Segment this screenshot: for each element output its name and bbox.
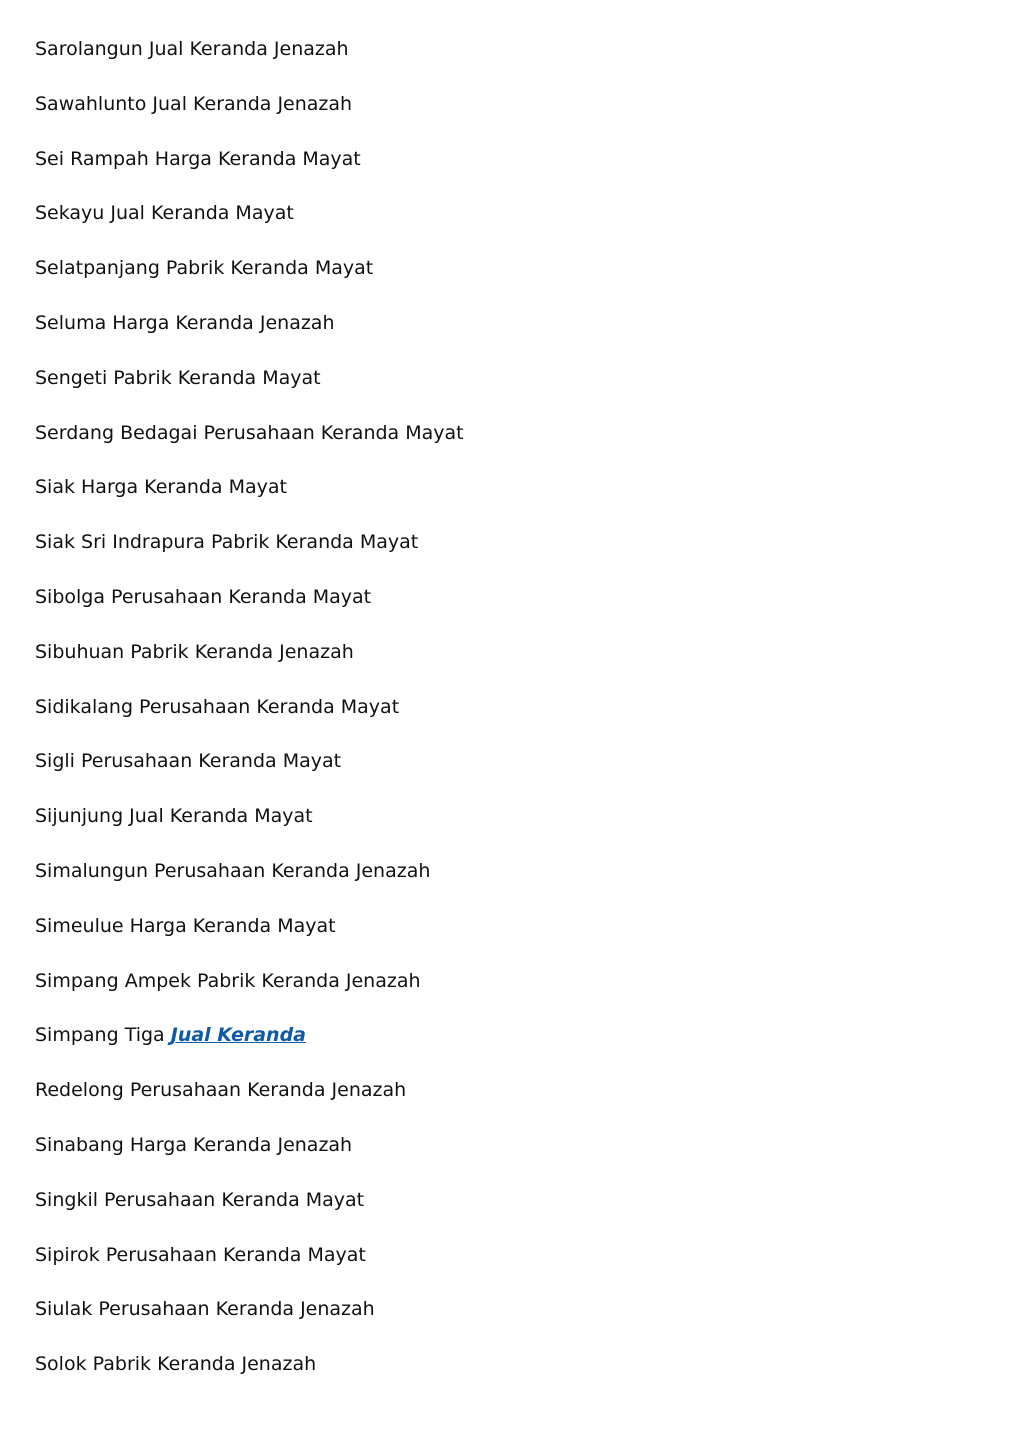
text-line: Redelong Perusahaan Keranda Jenazah (35, 1079, 407, 1102)
text-line: Simpang Ampek Pabrik Keranda Jenazah (35, 969, 421, 992)
text-line: Simeulue Harga Keranda Mayat (35, 914, 336, 937)
text-line: Sengeti Pabrik Keranda Mayat (35, 366, 321, 389)
text-line: Siak Sri Indrapura Pabrik Keranda Mayat (35, 531, 419, 554)
text-line: Siulak Perusahaan Keranda Jenazah (35, 1298, 375, 1321)
text-line: Sipirok Perusahaan Keranda Mayat (35, 1243, 366, 1266)
text-line: Sijunjung Jual Keranda Mayat (35, 805, 313, 828)
text-line: Seluma Harga Keranda Jenazah (35, 311, 335, 334)
text-line: Simalungun Perusahaan Keranda Jenazah (35, 859, 431, 882)
text-line: Solok Pabrik Keranda Jenazah (35, 1353, 317, 1376)
text-line: Sigli Perusahaan Keranda Mayat (35, 750, 342, 773)
text-line: Sibuhuan Pabrik Keranda Jenazah (35, 640, 354, 663)
link-line-prefix: Simpang Tiga (35, 1024, 171, 1047)
text-line: Selatpanjang Pabrik Keranda Mayat (35, 257, 374, 280)
text-line: Sidikalang Perusahaan Keranda Mayat (35, 695, 400, 718)
jual-keranda-link[interactable]: Jual Keranda (170, 1024, 307, 1047)
document-body (35, 35, 989, 1405)
text-line: Sekayu Jual Keranda Mayat (35, 202, 294, 225)
text-line: Sei Rampah Harga Keranda Mayat (35, 147, 361, 170)
text-line: Serdang Bedagai Perusahaan Keranda Mayat (35, 421, 464, 444)
text-line: Sinabang Harga Keranda Jenazah (35, 1133, 353, 1156)
text-line: Sarolangun Jual Keranda Jenazah (35, 38, 349, 60)
text-line: Siak Harga Keranda Mayat (35, 476, 287, 499)
text-line: Sibolga Perusahaan Keranda Mayat (35, 585, 372, 608)
text-line: Sawahlunto Jual Keranda Jenazah (35, 92, 353, 115)
text-line-with-link (35, 1021, 989, 1049)
text-line: Singkil Perusahaan Keranda Mayat (35, 1188, 365, 1211)
